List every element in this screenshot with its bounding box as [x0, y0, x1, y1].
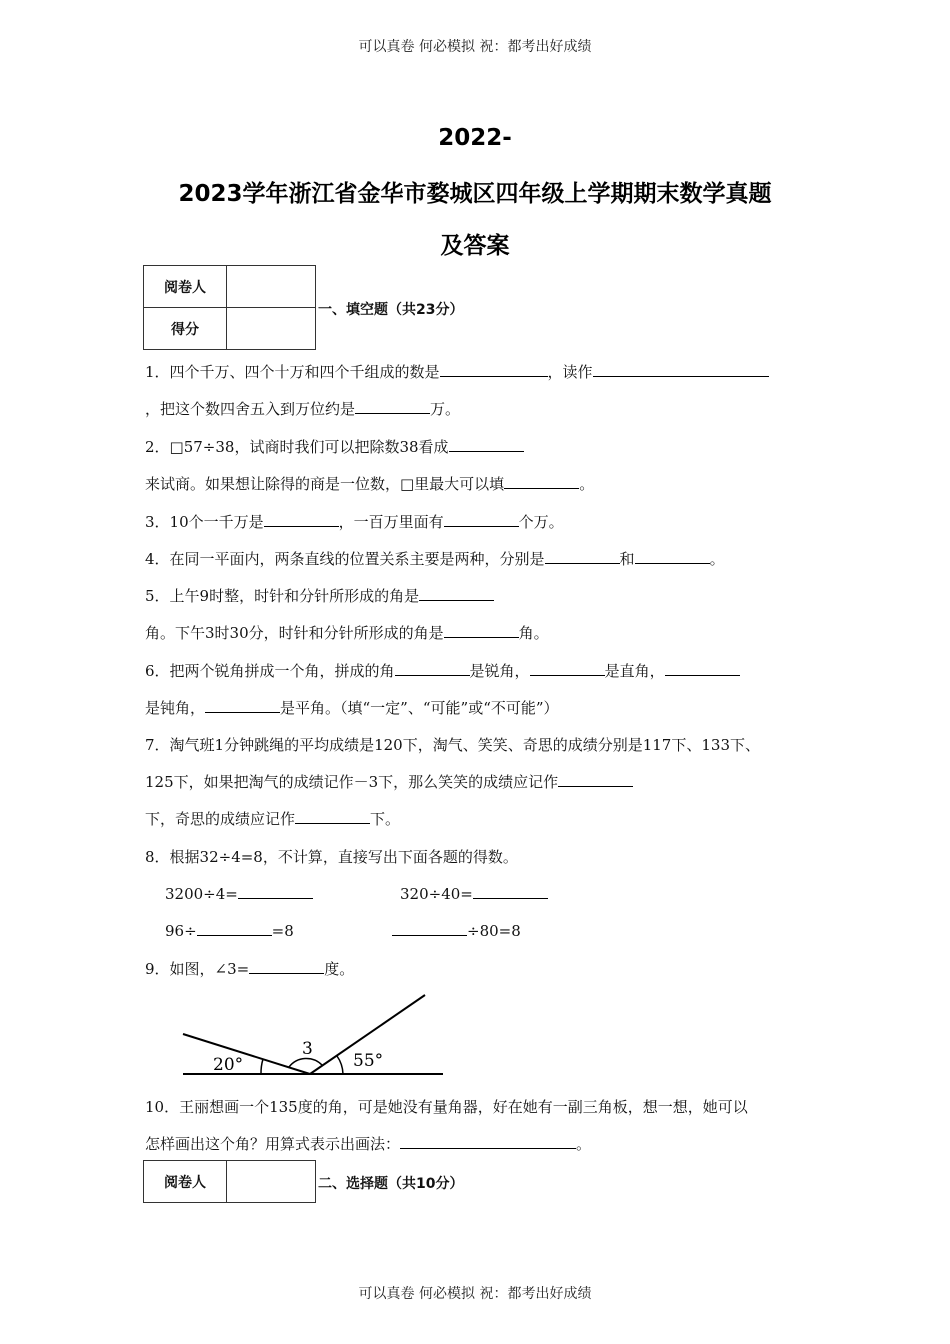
question-5-line-2: 角。下午3时30分，时针和分针所形成的角是 角。 [145, 624, 549, 642]
answer-blank [197, 921, 272, 936]
answer-blank [264, 512, 339, 527]
score-box-2 [143, 1160, 316, 1203]
question-8-expr-1: 3200÷4= [165, 884, 313, 903]
question-2-line-1: 2．□57÷38，试商时我们可以把除数38看成 [145, 436, 524, 457]
question-8-expr-2: 320÷40= [400, 884, 548, 903]
page-footer: 可以真卷 何必模拟 祝：都考出好成绩 [358, 1286, 592, 1302]
answer-blank [392, 921, 467, 936]
answer-blank [504, 474, 579, 489]
question-3: 3．10个一千万是 ，一百万里面有 个万。 [145, 513, 564, 531]
question-6-line-1: 6．把两个锐角拼成一个角，拼成的角 是锐角， 是直角， [145, 660, 740, 681]
angle-arc-20 [261, 1059, 263, 1074]
answer-blank [295, 809, 370, 824]
question-7-line-1: 7．淘气班1分钟跳绳的平均成绩是120下，淘气、笑笑、奇思的成绩分别是117下、133下、 [145, 736, 760, 754]
title-line-3: 及答案 [440, 233, 510, 259]
answer-blank [558, 772, 633, 787]
question-5-line-1: 5．上午9时整，时针和分针所形成的角是 [145, 585, 494, 606]
angle-arc-55 [337, 1056, 343, 1074]
score-label: 得分 [144, 308, 227, 350]
answer-blank [395, 661, 470, 676]
answer-blank [635, 549, 710, 564]
angle-label-55: 55° [353, 1051, 384, 1071]
question-10-line-2: 怎样画出这个角？用算式表示出画法： 。 [145, 1135, 592, 1153]
title-line-2: 2023学年浙江省金华市婺城区四年级上学期期末数学真题 [178, 181, 772, 207]
answer-blank [238, 884, 313, 899]
answer-blank [355, 399, 430, 414]
reviewer-cell [227, 1161, 316, 1203]
angle-label-20: 20° [213, 1055, 244, 1075]
answer-blank [665, 661, 740, 676]
reviewer-label: 阅卷人 [144, 1161, 227, 1203]
reviewer-label: 阅卷人 [144, 266, 227, 308]
answer-blank [444, 512, 519, 527]
question-4: 4．在同一平面内，两条直线的位置关系主要是两种，分别是 和 。 [145, 550, 725, 568]
angle-figure-left-ray [183, 1034, 310, 1074]
answer-blank [440, 362, 548, 377]
question-8-expr-3: 96÷ =8 [165, 922, 294, 940]
question-2-line-2: 来试商。如果想让除得的商是一位数，□里最大可以填 。 [145, 475, 595, 493]
answer-blank [249, 959, 324, 974]
answer-blank [530, 661, 605, 676]
section-1-heading: 一、填空题（共23分） [318, 302, 464, 318]
answer-blank [593, 362, 769, 377]
reviewer-cell [227, 266, 316, 308]
angle-label-3: 3 [302, 1039, 313, 1059]
answer-blank [545, 549, 620, 564]
answer-blank [205, 698, 280, 713]
score-cell [227, 308, 316, 350]
angle-figure [175, 990, 450, 1080]
question-1-line-1: 1．四个千万、四个十万和四个千组成的数是 ，读作 [145, 361, 769, 382]
answer-blank [419, 586, 494, 601]
question-7-line-3: 下，奇思的成绩应记作 下。 [145, 810, 401, 828]
question-10-line-1: 10．王丽想画一个135度的角，可是她没有量角器，好在她有一副三角板，想一想，她可以 [145, 1098, 748, 1116]
answer-blank [400, 1134, 576, 1149]
score-box-1 [143, 265, 316, 350]
question-9: 9．如图，∠3= 度。 [145, 960, 355, 978]
angle-arc-3 [289, 1058, 322, 1067]
question-1-line-2: ，把这个数四舍五入到万位约是 万。 [145, 400, 461, 418]
answer-blank [444, 623, 519, 638]
question-7-line-2: 125下，如果把淘气的成绩记作－3下，那么笑笑的成绩应记作 [145, 771, 633, 792]
answer-blank [449, 437, 524, 452]
title-line-1: 2022- [438, 125, 512, 151]
question-8: 8．根据32÷4=8，不计算，直接写出下面各题的得数。 [145, 848, 518, 866]
question-8-expr-4: ÷80=8 [392, 921, 521, 940]
question-6-line-2: 是钝角， 是平角。（填“一定”、“可能”或“不可能”） [145, 699, 559, 717]
page-header: 可以真卷 何必模拟 祝：都考出好成绩 [358, 39, 592, 55]
section-2-heading: 二、选择题（共10分） [318, 1176, 464, 1192]
answer-blank [473, 884, 548, 899]
